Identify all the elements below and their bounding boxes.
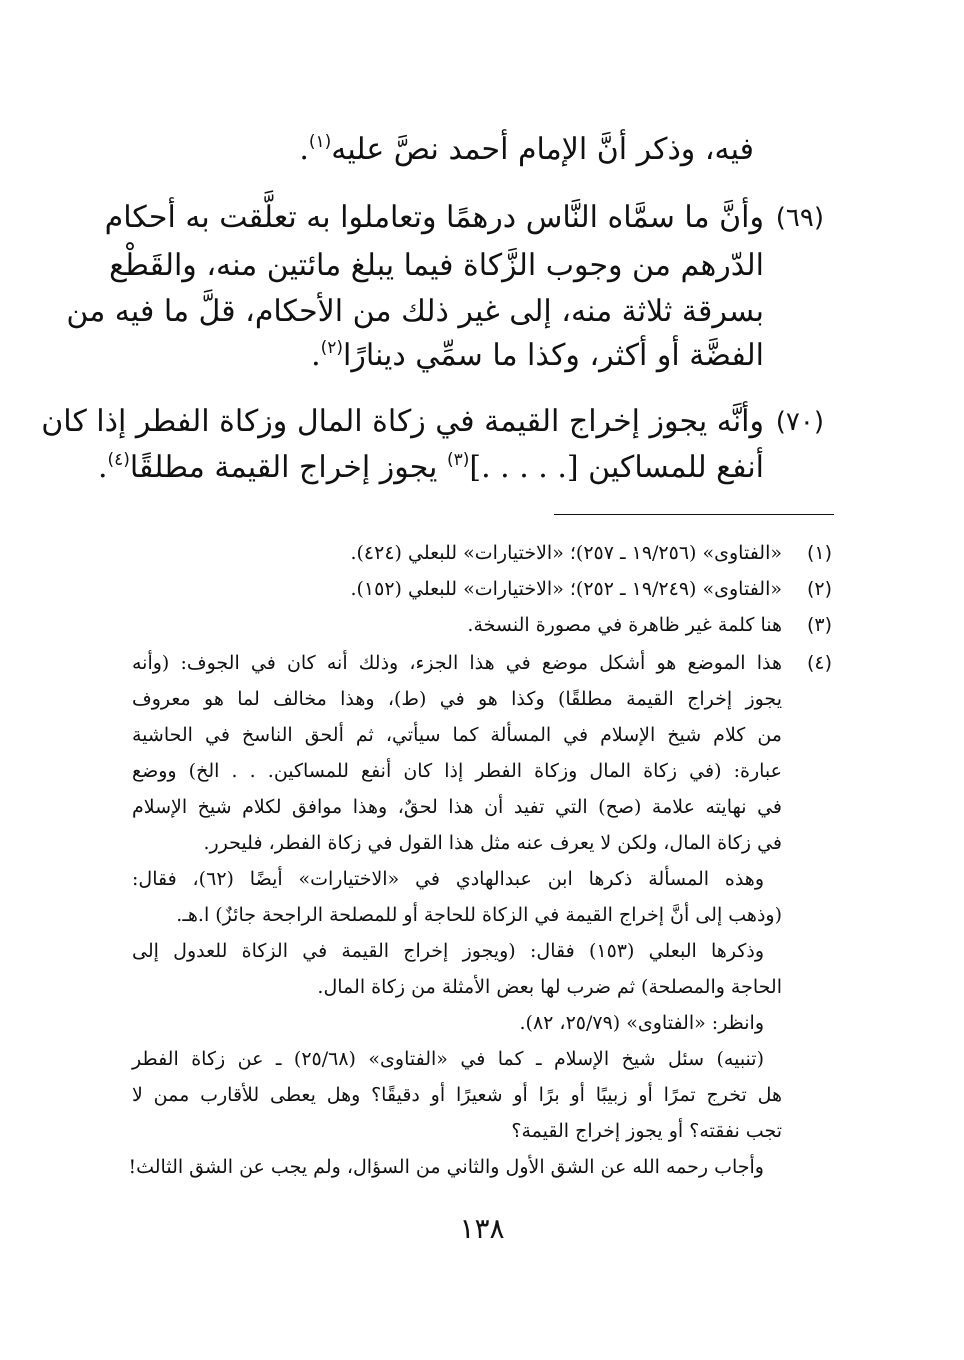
footnote-4-line-2: يجوز إخراج القيمة مطلقًا) وكذا هو في (ط)، وهذا مخالف لما هو معروف (132, 688, 782, 710)
footnote-2-label: (٢) (806, 578, 832, 600)
footnote-ref-3[interactable]: (٣) (446, 450, 470, 470)
footnote-4-line-9: وذكرها البعلي (١٥٣) فقال: (ويجوز إخراج القيمة في الزكاة للعدول إلى (132, 940, 764, 962)
footnote-4-line-7: وهذه المسألة ذكرها ابن عبدالهادي في «الاختيارات» أيضًا (٦٢)، فقال: (132, 868, 764, 890)
footnote-3-text: هنا كلمة غير ظاهرة في مصورة النسخة. (467, 614, 782, 636)
footnote-1-label: (١) (806, 542, 832, 564)
footnote-ref-4[interactable]: (٤) (107, 450, 130, 470)
footnote-ref-1[interactable]: (١) (308, 132, 332, 152)
page-number: ١٣٨ (459, 1212, 505, 1245)
footnote-separator (554, 514, 834, 515)
body-line-1-end: . (299, 132, 309, 167)
footnote-4-line-4: عبارة: (في زكاة المال وزكاة الفطر إذا كان أنفع للمساكين. . . الخ) ووضع (132, 760, 782, 782)
item-69-line-4-end: . (311, 338, 321, 373)
item-70-line-2 (98, 450, 764, 490)
footnote-4-line-6: في زكاة المال، ولكن لا يعرف عنه مثل هذا القول في زكاة الفطر، فليحرر. (203, 832, 782, 854)
footnote-3-label: (٣) (806, 614, 832, 636)
item-69-line-2: الدّرهم من وجوب الزَّكاة فيما يبلغ مائتين منه، والقَطْع (109, 248, 764, 283)
item-69-line-1: وأنَّ ما سمَّاه النَّاس درهمًا وتعاملوا به تعلَّقت به أحكام (104, 200, 764, 235)
footnote-4-line-13: هل تخرج تمرًا أو زبيبًا أو برًا أو شعيرًا أو دقيقًا؟ وهل يعطى للأقارب ممن لا (132, 1084, 782, 1106)
footnote-4-line-3: من كلام شيخ الإسلام في المسألة كما سيأتي، ثم ألحق الناسخ في الحاشية (132, 724, 782, 746)
footnote-4-line-14: تجب نفقته؟ أو يجوز إخراج القيمة؟ (511, 1120, 782, 1142)
body-line-1 (299, 132, 754, 172)
footnote-4-line-11: وانظر: «الفتاوى» (٢٥/٧٩، ٨٢). (519, 1012, 764, 1034)
footnote-2-text: «الفتاوى» (١٩/٢٤٩ ـ ٢٥٢)؛ «الاختيارات» للبعلي (١٥٢). (350, 578, 782, 600)
footnote-4-label: (٤) (806, 652, 832, 674)
item-70-line-2a: أنفع للمساكين [. . . . .] (469, 450, 764, 485)
item-69-number: (٦٩) (775, 203, 824, 233)
item-69-line-4-text: الفضَّة أو أكثر، وكذا ما سمِّي دينارًا (343, 338, 764, 373)
footnote-4-line-1: هذا الموضع هو أشكل موضع في هذا الجزء، وذلك أنه كان في الجوف: (وأنه (132, 652, 782, 674)
footnote-4-line-5: في نهايته علامة (صح) التي تفيد أن هذا لحقٌ، وهذا موافق لكلام شيخ الإسلام (132, 796, 782, 818)
footnote-4-line-12: (تنبيه) سئل شيخ الإسلام ـ كما في «الفتاوى» (٢٥/٦٨) ـ عن زكاة الفطر (132, 1048, 764, 1070)
item-69-line-4 (311, 338, 764, 378)
footnote-4-line-8: (وذهب إلى أنَّ إخراج القيمة في الزكاة للحاجة أو للمصلحة الراجحة جائزٌ) ا.هـ. (176, 904, 782, 926)
footnote-4-line-10: الحاجة والمصلحة) ثم ضرب لها بعض الأمثلة من زكاة المال. (317, 976, 782, 998)
item-70-line-2b: يجوز إخراج القيمة مطلقًا (129, 450, 438, 485)
body-line-1-text: فيه، وذكر أنَّ الإمام أحمد نصَّ عليه (331, 132, 754, 167)
footnote-1-text: «الفتاوى» (١٩/٢٥٦ ـ ٢٥٧)؛ «الاختيارات» للبعلي (٤٢٤). (350, 542, 782, 564)
footnote-ref-2[interactable]: (٢) (320, 338, 344, 358)
item-69-line-3: بسرقة ثلاثة منه، إلى غير ذلك من الأحكام، قلَّ ما فيه من (66, 294, 764, 329)
item-70-line-1: وأنَّه يجوز إخراج القيمة في زكاة المال وزكاة الفطر إذا كان (41, 404, 764, 439)
item-70-number: (٧٠) (775, 407, 824, 437)
footnote-4-line-15: وأجاب رحمه الله عن الشق الأول والثاني من السؤال، ولم يجب عن الشق الثالث! (128, 1156, 764, 1178)
item-70-line-2-end: . (97, 450, 108, 485)
